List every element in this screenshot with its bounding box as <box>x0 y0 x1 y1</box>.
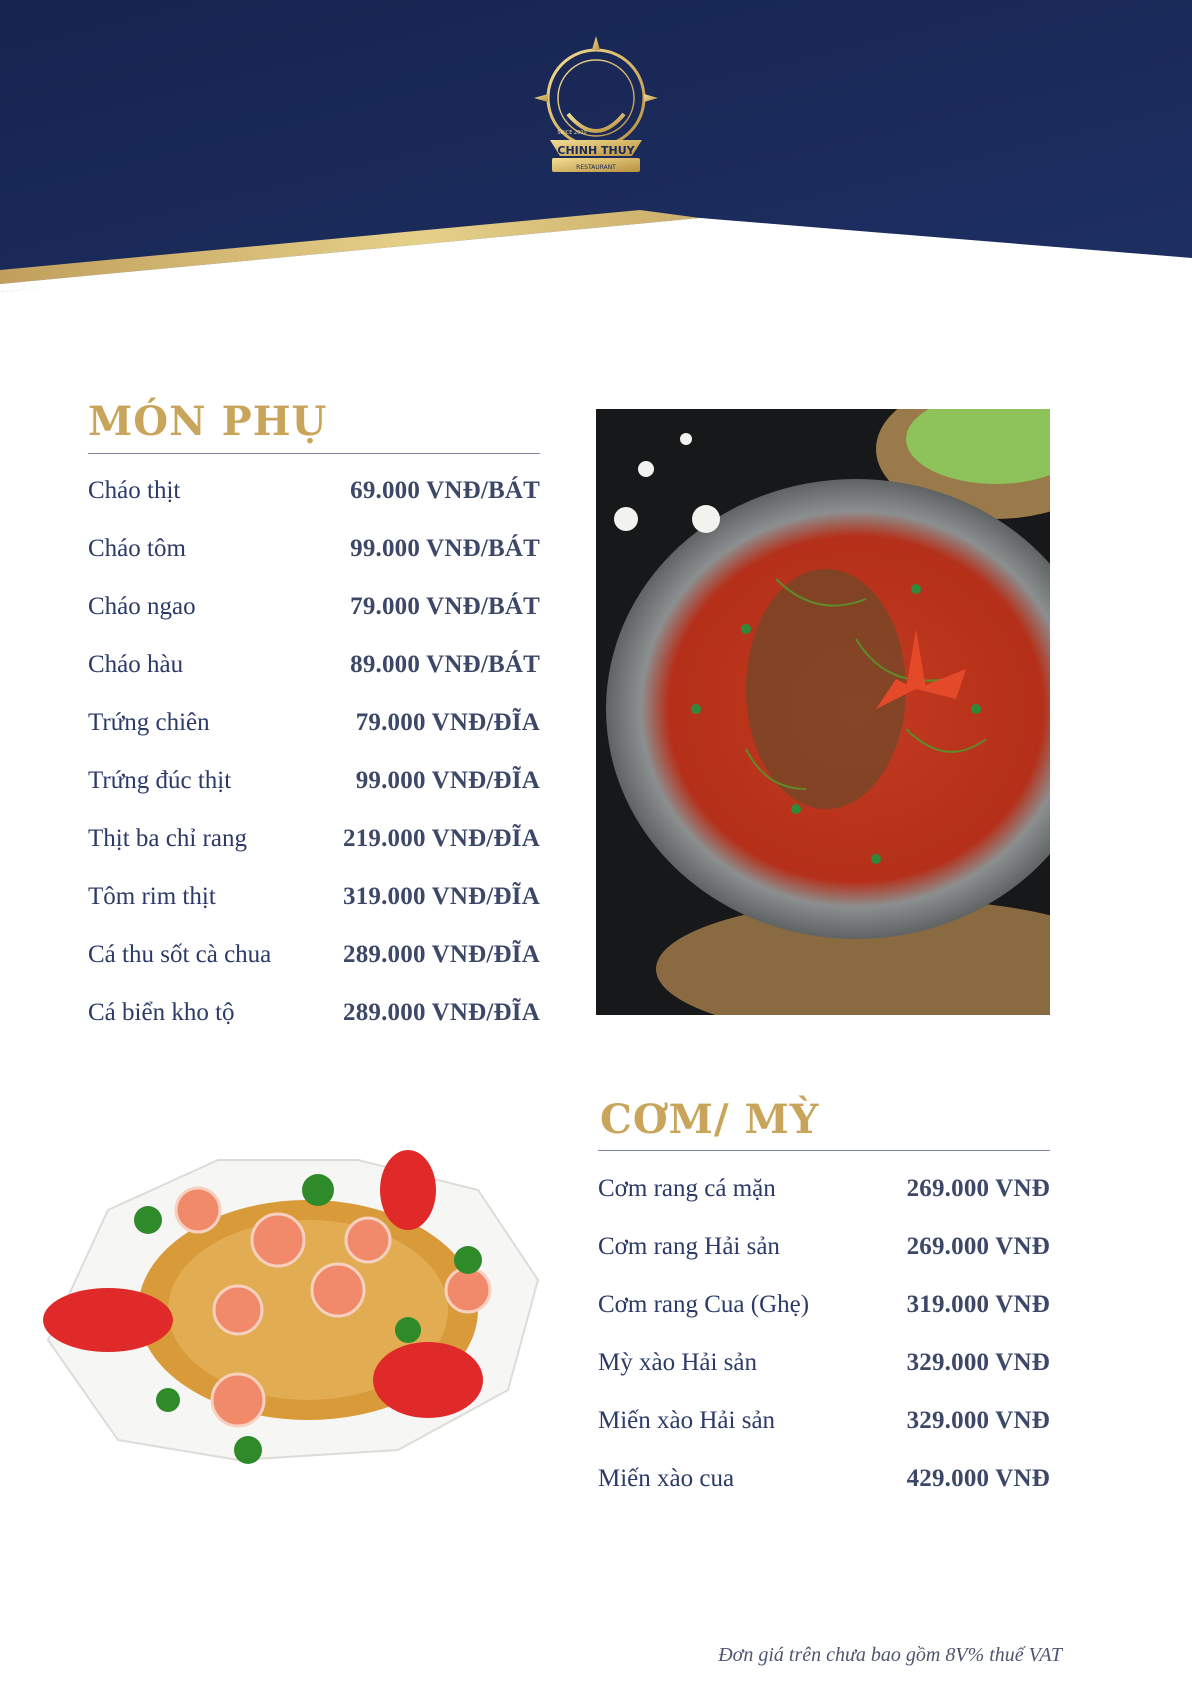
menu-item-name: Cháo thịt <box>88 477 181 504</box>
section-title-com-my: CƠM/ MỲ <box>600 1096 820 1143</box>
menu-item-price: 219.000 VNĐ/ĐĨA <box>343 825 540 852</box>
menu-item-price: 319.000 VNĐ/ĐĨA <box>343 883 540 910</box>
brand-name: CHINH THUY <box>557 144 635 157</box>
menu-item-name: Cháo hàu <box>88 651 184 678</box>
menu-item-name: Trứng đúc thịt <box>88 767 232 794</box>
menu-item-name: Cơm rang Hải sản <box>598 1233 780 1260</box>
menu-item-price: 319.000 VNĐ <box>906 1291 1050 1318</box>
menu-item <box>88 810 540 868</box>
menu-item-name: Tôm rim thịt <box>88 883 216 910</box>
menu-item <box>88 984 540 1042</box>
menu-item <box>598 1392 1050 1450</box>
menu-item-name: Cá thu sốt cà chua <box>88 941 272 968</box>
menu-item <box>598 1160 1050 1218</box>
menu-item <box>88 752 540 810</box>
menu-item <box>598 1334 1050 1392</box>
menu-item-price: 289.000 VNĐ/ĐĨA <box>343 941 540 968</box>
menu-item-name: Thịt ba chỉ rang <box>88 825 247 852</box>
menu-item <box>598 1276 1050 1334</box>
menu-item <box>88 694 540 752</box>
menu-item-price: 429.000 VNĐ <box>906 1465 1050 1492</box>
menu-item-name: Cá biển kho tộ <box>88 999 235 1026</box>
menu-item-name: Mỳ xào Hải sản <box>598 1349 757 1376</box>
menu-item-name: Miến xào cua <box>598 1465 735 1492</box>
menu-item <box>598 1450 1050 1508</box>
menu-list-mon-phu <box>88 462 540 1042</box>
menu-item <box>88 462 540 520</box>
menu-item-price: 269.000 VNĐ <box>906 1175 1050 1202</box>
menu-item-name: Cháo tôm <box>88 535 186 562</box>
menu-item-price: 289.000 VNĐ/ĐĨA <box>343 999 540 1026</box>
menu-item-name: Cơm rang cá mặn <box>598 1175 776 1202</box>
anchor-compass-ship-logo-icon <box>528 30 664 180</box>
menu-item <box>88 868 540 926</box>
menu-item-price: 269.000 VNĐ <box>906 1233 1050 1260</box>
brand-since: SINCE 2000 <box>557 130 587 136</box>
menu-item <box>88 636 540 694</box>
menu-item <box>88 926 540 984</box>
vat-footnote: Đơn giá trên chưa bao gồm 8V% thuế VAT <box>718 1644 1062 1666</box>
divider <box>598 1150 1050 1151</box>
menu-item-price: 79.000 VNĐ/BÁT <box>350 593 540 620</box>
menu-item-name: Trứng chiên <box>88 709 210 736</box>
menu-item-price: 329.000 VNĐ <box>906 1407 1050 1434</box>
fish-tomato-sauce-photo <box>596 409 1050 1015</box>
menu-item <box>88 520 540 578</box>
section-title-mon-phu: MÓN PHỤ <box>88 398 328 445</box>
menu-item-price: 89.000 VNĐ/BÁT <box>350 651 540 678</box>
menu-item-price: 99.000 VNĐ/BÁT <box>350 535 540 562</box>
menu-item-price: 329.000 VNĐ <box>906 1349 1050 1376</box>
menu-item-price: 79.000 VNĐ/ĐĨA <box>355 709 540 736</box>
menu-item-price: 69.000 VNĐ/BÁT <box>350 477 540 504</box>
menu-item-name: Cháo ngao <box>88 593 196 620</box>
menu-item-name: Cơm rang Cua (Ghẹ) <box>598 1291 810 1318</box>
menu-item-price: 99.000 VNĐ/ĐĨA <box>355 767 540 794</box>
seafood-noodles-photo <box>38 1150 552 1470</box>
menu-item <box>88 578 540 636</box>
divider <box>88 453 540 454</box>
menu-list-com-my <box>598 1160 1050 1508</box>
menu-item <box>598 1218 1050 1276</box>
brand-tagline: RESTAURANT <box>576 164 616 171</box>
menu-item-name: Miến xào Hải sản <box>598 1407 776 1434</box>
